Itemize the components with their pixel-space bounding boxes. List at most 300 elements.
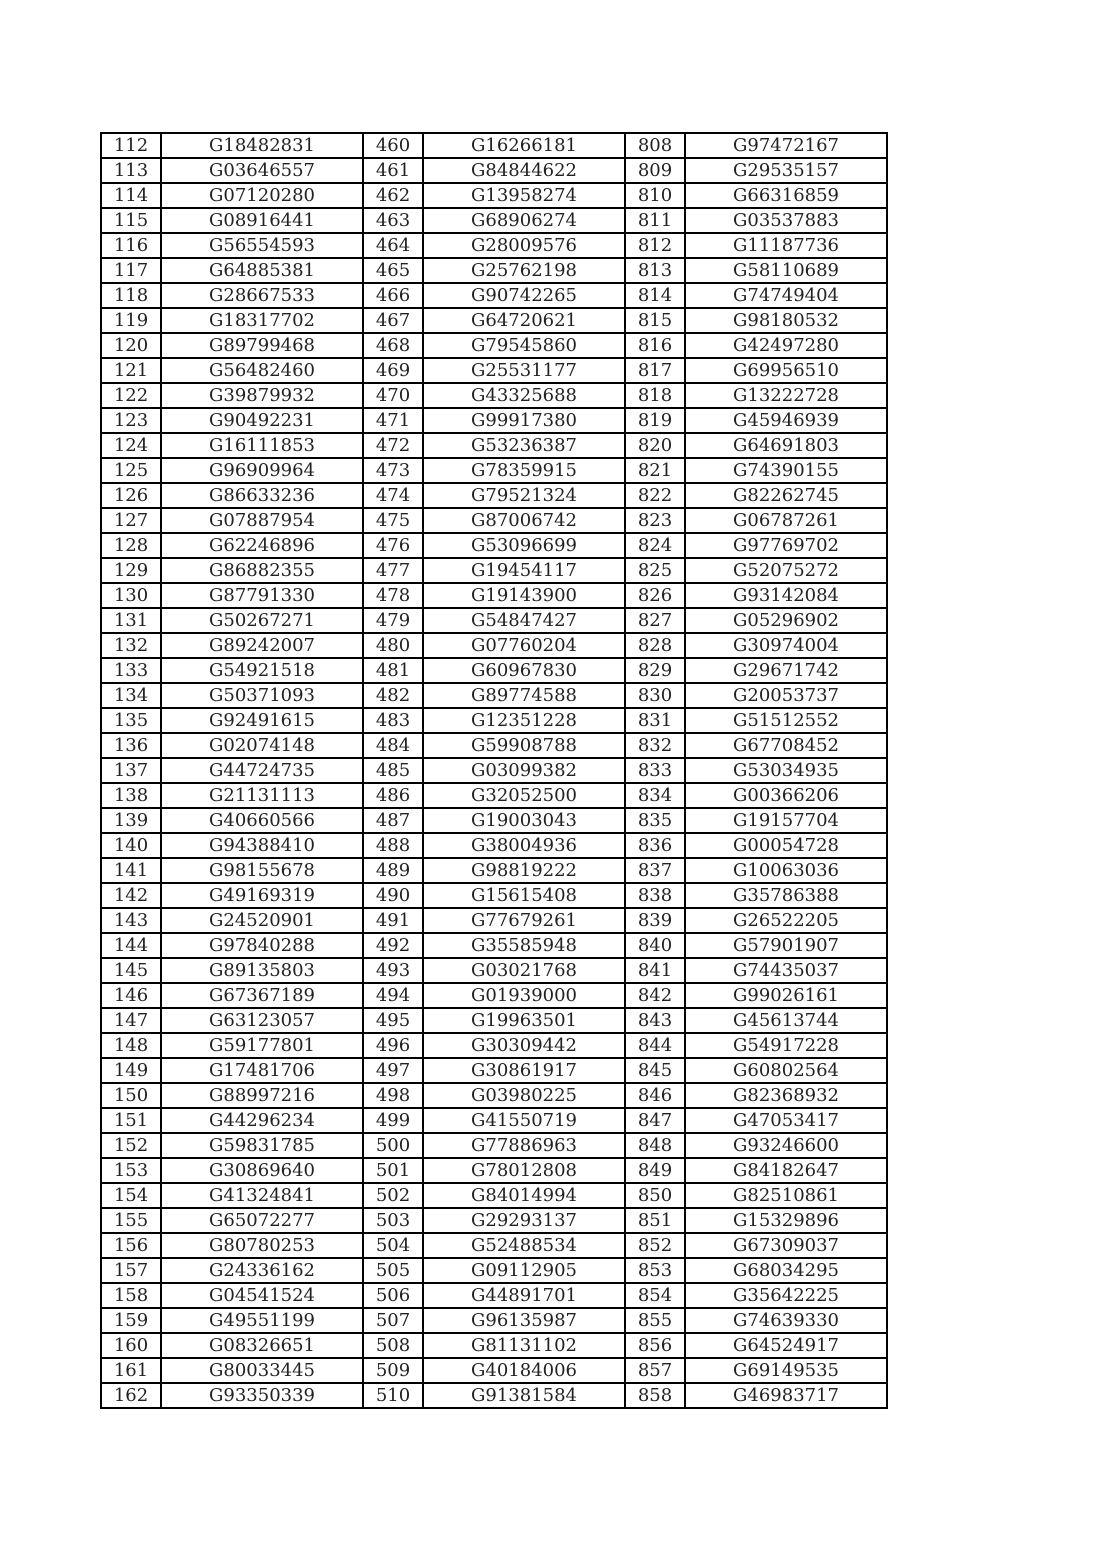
code-cell: G03099382: [423, 758, 625, 783]
code-cell: G08916441: [161, 208, 363, 233]
row-number-cell: 817: [625, 358, 685, 383]
code-cell: G57901907: [685, 933, 887, 958]
code-cell: G59177801: [161, 1033, 363, 1058]
code-cell: G74390155: [685, 458, 887, 483]
code-cell: G20053737: [685, 683, 887, 708]
row-number-cell: 124: [101, 433, 161, 458]
row-number-cell: 490: [363, 883, 423, 908]
code-cell: G18482831: [161, 133, 363, 158]
row-number-cell: 495: [363, 1008, 423, 1033]
code-cell: G98155678: [161, 858, 363, 883]
code-cell: G74639330: [685, 1308, 887, 1333]
table-row: [101, 733, 887, 758]
code-cell: G03021768: [423, 958, 625, 983]
code-cell: G69149535: [685, 1358, 887, 1383]
row-number-cell: 144: [101, 933, 161, 958]
code-cell: G62246896: [161, 533, 363, 558]
code-cell: G97840288: [161, 933, 363, 958]
code-cell: G49551199: [161, 1308, 363, 1333]
table-row: [101, 1283, 887, 1308]
row-number-cell: 856: [625, 1333, 685, 1358]
code-cell: G54917228: [685, 1033, 887, 1058]
code-cell: G52488534: [423, 1233, 625, 1258]
code-cell: G03537883: [685, 208, 887, 233]
table-row: [101, 558, 887, 583]
row-number-cell: 158: [101, 1283, 161, 1308]
row-number-cell: 488: [363, 833, 423, 858]
code-cell: G45613744: [685, 1008, 887, 1033]
table-row: [101, 658, 887, 683]
code-cell: G41550719: [423, 1108, 625, 1133]
code-cell: G39879932: [161, 383, 363, 408]
table-row: [101, 758, 887, 783]
row-number-cell: 159: [101, 1308, 161, 1333]
row-number-cell: 466: [363, 283, 423, 308]
row-number-cell: 139: [101, 808, 161, 833]
code-cell: G51512552: [685, 708, 887, 733]
code-cell: G32052500: [423, 783, 625, 808]
row-number-cell: 147: [101, 1008, 161, 1033]
row-number-cell: 853: [625, 1258, 685, 1283]
code-cell: G46983717: [685, 1383, 887, 1408]
code-cell: G44891701: [423, 1283, 625, 1308]
row-number-cell: 112: [101, 133, 161, 158]
table-row: [101, 533, 887, 558]
table-row: [101, 133, 887, 158]
code-cell: G98180532: [685, 308, 887, 333]
row-number-cell: 153: [101, 1158, 161, 1183]
row-number-cell: 858: [625, 1383, 685, 1408]
table-row: [101, 583, 887, 608]
code-cell: G28667533: [161, 283, 363, 308]
table-row: [101, 983, 887, 1008]
row-number-cell: 809: [625, 158, 685, 183]
row-number-cell: 503: [363, 1208, 423, 1233]
code-cell: G13958274: [423, 183, 625, 208]
code-cell: G24520901: [161, 908, 363, 933]
row-number-cell: 461: [363, 158, 423, 183]
code-cell: G89242007: [161, 633, 363, 658]
code-cell: G96135987: [423, 1308, 625, 1333]
table-row: [101, 358, 887, 383]
code-cell: G91381584: [423, 1383, 625, 1408]
row-number-cell: 837: [625, 858, 685, 883]
row-number-cell: 852: [625, 1233, 685, 1258]
row-number-cell: 473: [363, 458, 423, 483]
table-row: [101, 933, 887, 958]
code-cell: G78012808: [423, 1158, 625, 1183]
code-cell: G68906274: [423, 208, 625, 233]
row-number-cell: 468: [363, 333, 423, 358]
row-number-cell: 505: [363, 1258, 423, 1283]
row-number-cell: 141: [101, 858, 161, 883]
row-number-cell: 492: [363, 933, 423, 958]
code-cell: G90742265: [423, 283, 625, 308]
row-number-cell: 138: [101, 783, 161, 808]
table-row: [101, 208, 887, 233]
row-number-cell: 857: [625, 1358, 685, 1383]
code-cell: G35585948: [423, 933, 625, 958]
code-cell: G40184006: [423, 1358, 625, 1383]
code-cell: G59831785: [161, 1133, 363, 1158]
row-number-cell: 118: [101, 283, 161, 308]
code-cell: G19454117: [423, 558, 625, 583]
row-number-cell: 842: [625, 983, 685, 1008]
row-number-cell: 489: [363, 858, 423, 883]
code-cell: G81131102: [423, 1333, 625, 1358]
code-cell: G80033445: [161, 1358, 363, 1383]
row-number-cell: 478: [363, 583, 423, 608]
code-cell: G69956510: [685, 358, 887, 383]
code-cell: G00366206: [685, 783, 887, 808]
row-number-cell: 469: [363, 358, 423, 383]
code-cell: G16266181: [423, 133, 625, 158]
table-row: [101, 1358, 887, 1383]
code-cell: G02074148: [161, 733, 363, 758]
code-cell: G29293137: [423, 1208, 625, 1233]
row-number-cell: 143: [101, 908, 161, 933]
row-number-cell: 820: [625, 433, 685, 458]
table-row: [101, 608, 887, 633]
table-body: [101, 133, 887, 1408]
code-cell: G21131113: [161, 783, 363, 808]
code-cell: G88997216: [161, 1083, 363, 1108]
code-cell: G99026161: [685, 983, 887, 1008]
table-row: [101, 183, 887, 208]
row-number-cell: 113: [101, 158, 161, 183]
row-number-cell: 829: [625, 658, 685, 683]
row-number-cell: 137: [101, 758, 161, 783]
row-number-cell: 814: [625, 283, 685, 308]
code-cell: G80780253: [161, 1233, 363, 1258]
code-cell: G04541524: [161, 1283, 363, 1308]
code-cell: G82368932: [685, 1083, 887, 1108]
row-number-cell: 115: [101, 208, 161, 233]
row-number-cell: 474: [363, 483, 423, 508]
code-cell: G40660566: [161, 808, 363, 833]
table-row: [101, 958, 887, 983]
code-cell: G52075272: [685, 558, 887, 583]
row-number-cell: 825: [625, 558, 685, 583]
code-cell: G67367189: [161, 983, 363, 1008]
row-number-cell: 846: [625, 1083, 685, 1108]
row-number-cell: 119: [101, 308, 161, 333]
row-number-cell: 504: [363, 1233, 423, 1258]
code-cell: G79521324: [423, 483, 625, 508]
row-number-cell: 827: [625, 608, 685, 633]
code-cell: G03980225: [423, 1083, 625, 1108]
row-number-cell: 483: [363, 708, 423, 733]
row-number-cell: 839: [625, 908, 685, 933]
row-number-cell: 140: [101, 833, 161, 858]
row-number-cell: 127: [101, 508, 161, 533]
table-row: [101, 308, 887, 333]
row-number-cell: 849: [625, 1158, 685, 1183]
row-number-cell: 847: [625, 1108, 685, 1133]
table-row: [101, 808, 887, 833]
table-row: [101, 383, 887, 408]
row-number-cell: 142: [101, 883, 161, 908]
code-cell: G10063036: [685, 858, 887, 883]
row-number-cell: 496: [363, 1033, 423, 1058]
row-number-cell: 460: [363, 133, 423, 158]
row-number-cell: 152: [101, 1133, 161, 1158]
row-number-cell: 848: [625, 1133, 685, 1158]
row-number-cell: 808: [625, 133, 685, 158]
row-number-cell: 830: [625, 683, 685, 708]
code-cell: G29535157: [685, 158, 887, 183]
row-number-cell: 146: [101, 983, 161, 1008]
table-row: [101, 483, 887, 508]
row-number-cell: 130: [101, 583, 161, 608]
table-row: [101, 858, 887, 883]
row-number-cell: 835: [625, 808, 685, 833]
code-cell: G84014994: [423, 1183, 625, 1208]
row-number-cell: 131: [101, 608, 161, 633]
code-cell: G35786388: [685, 883, 887, 908]
row-number-cell: 471: [363, 408, 423, 433]
code-cell: G25531177: [423, 358, 625, 383]
code-cell: G54921518: [161, 658, 363, 683]
row-number-cell: 509: [363, 1358, 423, 1383]
table-row: [101, 1158, 887, 1183]
code-cell: G89135803: [161, 958, 363, 983]
code-cell: G01939000: [423, 983, 625, 1008]
table-row: [101, 258, 887, 283]
table-row: [101, 433, 887, 458]
code-cell: G68034295: [685, 1258, 887, 1283]
row-number-cell: 470: [363, 383, 423, 408]
table-row: [101, 1183, 887, 1208]
row-number-cell: 500: [363, 1133, 423, 1158]
row-number-cell: 854: [625, 1283, 685, 1308]
row-number-cell: 120: [101, 333, 161, 358]
row-number-cell: 125: [101, 458, 161, 483]
table-row: [101, 1108, 887, 1133]
code-cell: G19963501: [423, 1008, 625, 1033]
code-cell: G67708452: [685, 733, 887, 758]
code-cell: G30861917: [423, 1058, 625, 1083]
row-number-cell: 123: [101, 408, 161, 433]
code-cell: G63123057: [161, 1008, 363, 1033]
table-row: [101, 333, 887, 358]
table-row: [101, 1258, 887, 1283]
row-number-cell: 475: [363, 508, 423, 533]
row-number-cell: 160: [101, 1333, 161, 1358]
row-number-cell: 844: [625, 1033, 685, 1058]
row-number-cell: 136: [101, 733, 161, 758]
code-cell: G43325688: [423, 383, 625, 408]
code-cell: G24336162: [161, 1258, 363, 1283]
code-cell: G66316859: [685, 183, 887, 208]
table-row: [101, 1383, 887, 1408]
row-number-cell: 145: [101, 958, 161, 983]
row-number-cell: 122: [101, 383, 161, 408]
code-cell: G44296234: [161, 1108, 363, 1133]
code-cell: G07887954: [161, 508, 363, 533]
code-cell: G59908788: [423, 733, 625, 758]
row-number-cell: 838: [625, 883, 685, 908]
code-cell: G41324841: [161, 1183, 363, 1208]
code-cell: G11187736: [685, 233, 887, 258]
table-row: [101, 233, 887, 258]
row-number-cell: 472: [363, 433, 423, 458]
code-cell: G89799468: [161, 333, 363, 358]
row-number-cell: 826: [625, 583, 685, 608]
code-cell: G35642225: [685, 1283, 887, 1308]
code-cell: G19143900: [423, 583, 625, 608]
code-cell: G03646557: [161, 158, 363, 183]
code-cell: G30974004: [685, 633, 887, 658]
row-number-cell: 467: [363, 308, 423, 333]
code-cell: G82262745: [685, 483, 887, 508]
row-number-cell: 162: [101, 1383, 161, 1408]
row-number-cell: 135: [101, 708, 161, 733]
row-number-cell: 149: [101, 1058, 161, 1083]
row-number-cell: 151: [101, 1108, 161, 1133]
table-row: [101, 458, 887, 483]
code-cell: G07120280: [161, 183, 363, 208]
table-row: [101, 158, 887, 183]
code-cell: G56482460: [161, 358, 363, 383]
row-number-cell: 126: [101, 483, 161, 508]
row-number-cell: 486: [363, 783, 423, 808]
code-cell: G84182647: [685, 1158, 887, 1183]
row-number-cell: 834: [625, 783, 685, 808]
code-cell: G79545860: [423, 333, 625, 358]
code-cell: G64720621: [423, 308, 625, 333]
code-cell: G58110689: [685, 258, 887, 283]
code-cell: G54847427: [423, 608, 625, 633]
row-number-cell: 855: [625, 1308, 685, 1333]
code-cell: G82510861: [685, 1183, 887, 1208]
code-cell: G30869640: [161, 1158, 363, 1183]
table-row: [101, 508, 887, 533]
row-number-cell: 117: [101, 258, 161, 283]
code-cell: G47053417: [685, 1108, 887, 1133]
table-row: [101, 1333, 887, 1358]
code-cell: G00054728: [685, 833, 887, 858]
row-number-cell: 840: [625, 933, 685, 958]
table-row: [101, 1133, 887, 1158]
row-number-cell: 134: [101, 683, 161, 708]
row-number-cell: 823: [625, 508, 685, 533]
row-number-cell: 482: [363, 683, 423, 708]
code-cell: G99917380: [423, 408, 625, 433]
table-row: [101, 1308, 887, 1333]
code-cell: G64691803: [685, 433, 887, 458]
code-cell: G60802564: [685, 1058, 887, 1083]
code-cell: G08326651: [161, 1333, 363, 1358]
row-number-cell: 154: [101, 1183, 161, 1208]
code-cell: G89774588: [423, 683, 625, 708]
row-number-cell: 479: [363, 608, 423, 633]
code-cell: G60967830: [423, 658, 625, 683]
code-cell: G18317702: [161, 308, 363, 333]
code-cell: G87006742: [423, 508, 625, 533]
code-cell: G78359915: [423, 458, 625, 483]
row-number-cell: 481: [363, 658, 423, 683]
row-number-cell: 508: [363, 1333, 423, 1358]
code-cell: G87791330: [161, 583, 363, 608]
code-cell: G53236387: [423, 433, 625, 458]
table-row: [101, 1033, 887, 1058]
row-number-cell: 462: [363, 183, 423, 208]
code-cell: G05296902: [685, 608, 887, 633]
code-cell: G15329896: [685, 1208, 887, 1233]
code-cell: G65072277: [161, 1208, 363, 1233]
code-cell: G92491615: [161, 708, 363, 733]
code-cell: G44724735: [161, 758, 363, 783]
code-cell: G86882355: [161, 558, 363, 583]
code-cell: G67309037: [685, 1233, 887, 1258]
row-number-cell: 148: [101, 1033, 161, 1058]
row-number-cell: 811: [625, 208, 685, 233]
row-number-cell: 157: [101, 1258, 161, 1283]
code-cell: G93142084: [685, 583, 887, 608]
table-row: [101, 1008, 887, 1033]
code-cell: G90492231: [161, 408, 363, 433]
row-number-cell: 476: [363, 533, 423, 558]
row-number-cell: 480: [363, 633, 423, 658]
code-cell: G42497280: [685, 333, 887, 358]
table-row: [101, 1233, 887, 1258]
code-cell: G38004936: [423, 833, 625, 858]
code-cell: G30309442: [423, 1033, 625, 1058]
row-number-cell: 155: [101, 1208, 161, 1233]
row-number-cell: 845: [625, 1058, 685, 1083]
row-number-cell: 129: [101, 558, 161, 583]
code-cell: G56554593: [161, 233, 363, 258]
row-number-cell: 150: [101, 1083, 161, 1108]
row-number-cell: 501: [363, 1158, 423, 1183]
row-number-cell: 487: [363, 808, 423, 833]
code-cell: G74749404: [685, 283, 887, 308]
table-row: [101, 408, 887, 433]
code-cell: G53034935: [685, 758, 887, 783]
code-cell: G64524917: [685, 1333, 887, 1358]
row-number-cell: 507: [363, 1308, 423, 1333]
row-number-cell: 128: [101, 533, 161, 558]
table-row: [101, 1208, 887, 1233]
table-row: [101, 1083, 887, 1108]
row-number-cell: 828: [625, 633, 685, 658]
code-cell: G97769702: [685, 533, 887, 558]
row-number-cell: 494: [363, 983, 423, 1008]
code-cell: G74435037: [685, 958, 887, 983]
code-cell: G19003043: [423, 808, 625, 833]
code-cell: G93246600: [685, 1133, 887, 1158]
table-row: [101, 783, 887, 808]
code-cell: G19157704: [685, 808, 887, 833]
row-number-cell: 497: [363, 1058, 423, 1083]
code-cell: G12351228: [423, 708, 625, 733]
row-number-cell: 156: [101, 1233, 161, 1258]
row-number-cell: 485: [363, 758, 423, 783]
table-row: [101, 908, 887, 933]
code-cell: G86633236: [161, 483, 363, 508]
row-number-cell: 851: [625, 1208, 685, 1233]
row-number-cell: 114: [101, 183, 161, 208]
row-number-cell: 484: [363, 733, 423, 758]
row-number-cell: 499: [363, 1108, 423, 1133]
id-code-table: [100, 132, 888, 1409]
table-row: [101, 683, 887, 708]
row-number-cell: 815: [625, 308, 685, 333]
row-number-cell: 810: [625, 183, 685, 208]
row-number-cell: 506: [363, 1283, 423, 1308]
code-cell: G45946939: [685, 408, 887, 433]
